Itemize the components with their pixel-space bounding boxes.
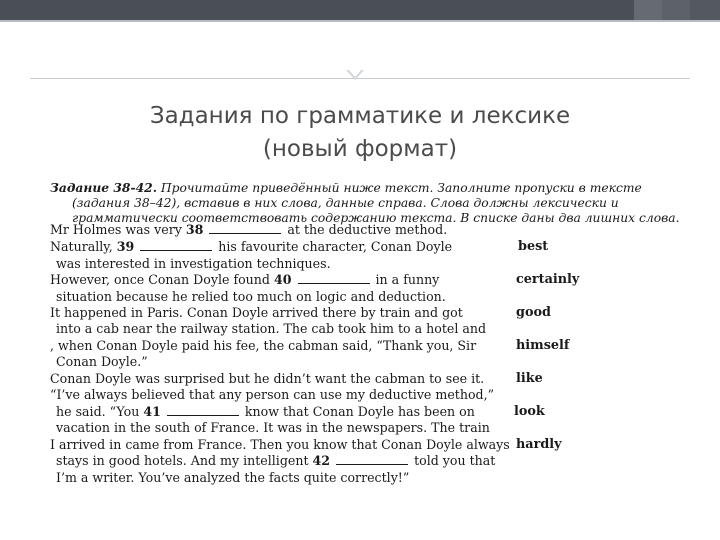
gap-number-41: 41 [143, 404, 161, 419]
text-line: situation because he relied too much on logic and deduction. [56, 289, 446, 304]
title-line-1: Задания по грамматике и лексике [149, 103, 571, 129]
gap-blank-38 [209, 223, 281, 234]
text-line: I arrived in came from France. Then you know that Conan Doyle always [50, 437, 510, 452]
word-bank-item: like [516, 371, 543, 386]
text-line: , when Conan Doyle paid his fee, the cabman said, “Thank you, Sir [50, 338, 477, 353]
slide-title [40, 100, 680, 166]
title-line-2: (новый формат) [262, 136, 458, 162]
word-bank-item: look [514, 404, 545, 419]
text-line: However, once Conan Doyle found 40 in a funny [50, 272, 440, 287]
top-bar-segment [690, 0, 720, 20]
text-line: was interested in investigation techniques. [56, 256, 331, 271]
task-label: Задание 38-42. [50, 180, 157, 195]
text-line: he said. “You 41 know that Conan Doyle has been on [56, 404, 475, 419]
text-line: Mr Holmes was very 38 at the deductive method. [50, 222, 448, 237]
gap-blank-42 [336, 454, 408, 465]
gap-number-39: 39 [116, 239, 135, 254]
instruction-line-1: Прочитайте приведённый ниже текст. Заполните пропуски в тексте [156, 181, 642, 195]
gap-number-42: 42 [312, 453, 331, 468]
text-line: It happened in Paris. Conan Doyle arrived there by train and got [50, 305, 463, 320]
instruction-line-3: грамматически соответствовать содержанию текста. В списке даны два лишних слова. [72, 210, 680, 225]
text-line: into a cab near the railway station. The cab took him to a hotel and [56, 321, 487, 336]
top-accent-line [0, 20, 720, 22]
text-line: Conan Doyle was surprised but he didn’t want the cabman to see it. [50, 371, 485, 386]
text-line: vacation in the south of France. It was in the newspapers. The train [56, 420, 490, 435]
gap-blank-40 [298, 273, 370, 284]
word-bank-item: himself [516, 338, 570, 353]
gap-number-38: 38 [185, 222, 204, 237]
top-bar-segment [662, 0, 690, 20]
word-bank-item: best [518, 239, 549, 254]
text-line: I’m a writer. You’ve analyzed the facts quite correctly!” [56, 470, 410, 485]
gap-blank-41 [167, 405, 239, 416]
text-line: Naturally, 39 his favourite character, Conan Doyle [50, 239, 453, 254]
gap-number-40: 40 [273, 272, 292, 287]
task-instruction [50, 181, 680, 225]
word-bank-item: good [516, 305, 551, 320]
instruction-line-2: (задания 38–42), вставив в них слова, данные справа. Слова должны лексически и [72, 195, 619, 210]
word-bank-item: certainly [516, 272, 580, 287]
text-line: Conan Doyle.” [56, 354, 148, 369]
text-line: stays in good hotels. And my intelligent 42 told you that [56, 453, 496, 468]
word-bank-item: hardly [516, 437, 562, 452]
top-bar-segment [634, 0, 662, 20]
gap-blank-39 [140, 240, 212, 251]
text-line: “I’ve always believed that any person can use my deductive method,” [50, 387, 495, 402]
top-decorative-bar [0, 0, 720, 20]
